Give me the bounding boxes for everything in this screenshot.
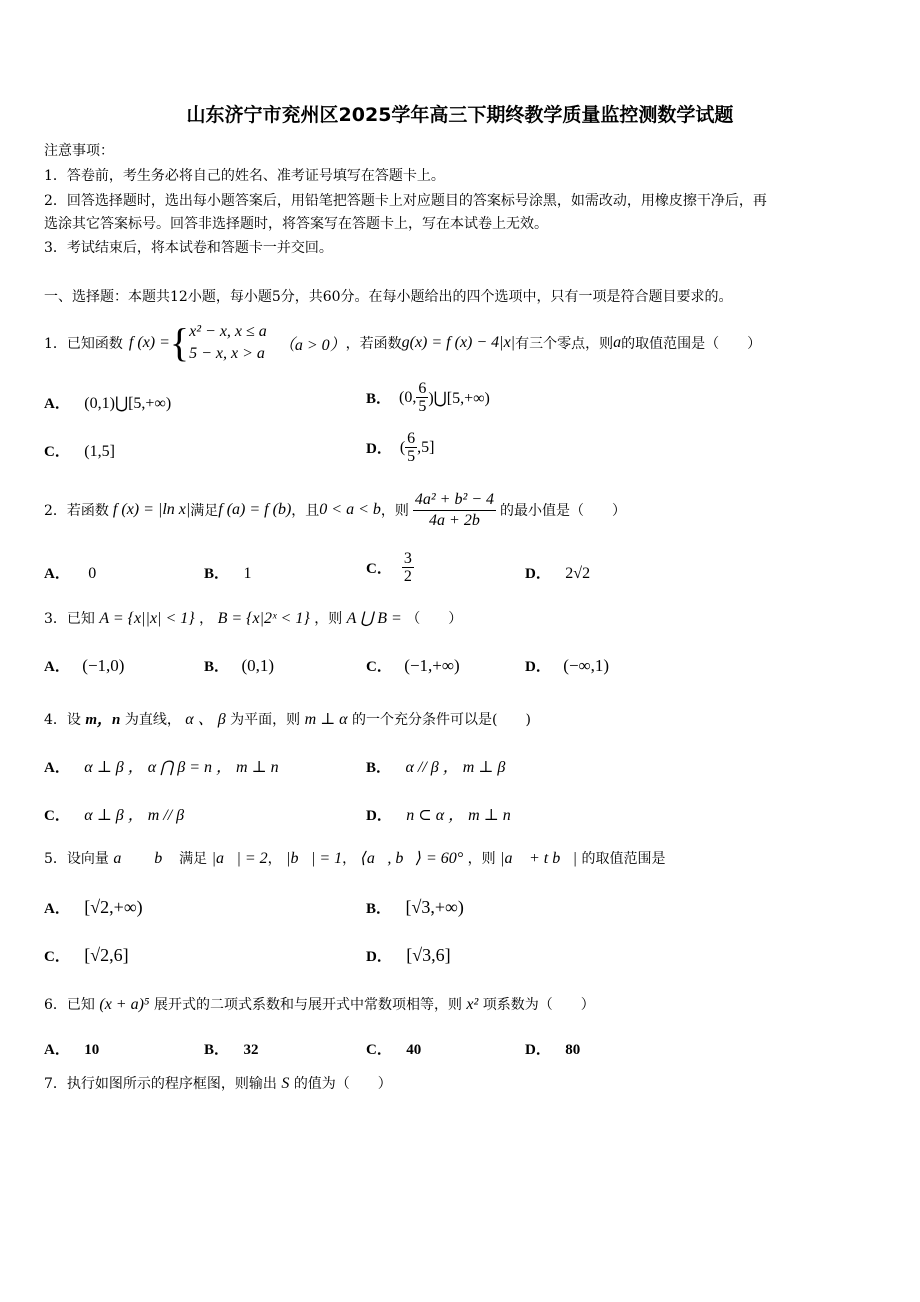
option-label: C． xyxy=(366,561,392,577)
option-label: D． xyxy=(366,949,392,965)
q5-option-c-text: [√2,6] xyxy=(84,945,129,965)
denominator: 4a + 2b xyxy=(429,511,480,529)
q2-option-c xyxy=(366,550,414,585)
q2-option-c-frac xyxy=(402,550,414,585)
q4-pre: 4．设 xyxy=(44,712,81,728)
option-label: B． xyxy=(366,760,392,776)
q3-sep: ， xyxy=(199,611,214,627)
q5-cond-1: |a⃗| = 2 xyxy=(211,850,268,867)
q5-mid: 满足 xyxy=(179,851,208,867)
denominator: 2 xyxy=(403,568,412,585)
q5-cond-2: |b⃗| = 1 xyxy=(286,850,343,867)
question-7 xyxy=(44,1073,392,1093)
q6-option-d xyxy=(525,1038,580,1059)
q4-option-c xyxy=(44,802,184,825)
q3-option-d-text: (−∞,1) xyxy=(563,656,610,675)
numerator: 4a² + b² − 4 xyxy=(413,490,496,511)
q6-mid: 展开式的二项式系数和与展开式中常数项相等，则 xyxy=(153,997,462,1013)
q1-option-b xyxy=(366,380,490,415)
q2-fx: f (x) = |ln x| xyxy=(112,501,191,518)
q5-number: 5．设向量 xyxy=(44,851,109,867)
option-label: C． xyxy=(44,444,70,460)
q5-option-d xyxy=(366,945,451,966)
q1-option-c-text: (1,5] xyxy=(84,443,115,460)
q4-option-b xyxy=(366,754,505,777)
option-label: A． xyxy=(44,760,70,776)
option-label: A． xyxy=(44,659,70,675)
q3-mid: ，则 xyxy=(314,611,343,627)
option-label: B． xyxy=(366,901,392,917)
q6-option-a xyxy=(44,1038,99,1059)
q2-option-d-text: 2√2 xyxy=(565,565,591,582)
q1-a: a xyxy=(613,334,622,351)
q3-option-b-text: (0,1) xyxy=(241,656,275,675)
q6-number: 6．已知 xyxy=(44,997,95,1013)
option-label: A． xyxy=(44,901,70,917)
q1-option-b-post: )⋃[5,+∞) xyxy=(428,389,490,407)
q4-option-a xyxy=(44,754,279,777)
q4-option-b-text: α // β ， m ⊥ β xyxy=(405,759,506,776)
q3-option-d xyxy=(525,655,609,676)
q4-option-c-text: α ⊥ β ， m // β xyxy=(84,807,185,824)
q2-ineq: 0 < a < b xyxy=(319,501,381,518)
q1-case-2: 5 − x, x > a xyxy=(189,345,265,362)
q1-option-c xyxy=(44,440,115,461)
q3-option-c-text: (−1,+∞) xyxy=(404,656,460,675)
q6-expr: (x + a)⁵ xyxy=(99,996,150,1013)
notice-item-1: 1．答卷前，考生务必将自己的姓名、准考证号填写在答题卡上。 xyxy=(44,168,445,184)
q5-option-d-text: [√3,6] xyxy=(406,945,451,965)
q6-tail: 项系数为（ ） xyxy=(482,997,595,1013)
q3-option-a-text: (−1,0) xyxy=(82,656,125,675)
option-label: A． xyxy=(44,566,70,582)
q4-tail: 的一个充分条件可以是( ) xyxy=(352,712,531,728)
q1-condition: （a > 0） xyxy=(278,336,346,354)
q2-fraction xyxy=(413,490,496,531)
q4-ab: α 、 β xyxy=(185,711,226,728)
question-2 xyxy=(44,488,626,532)
q5-mid2: ，则 xyxy=(467,851,496,867)
q7-s: S xyxy=(281,1075,290,1092)
q2-tail: 的最小值是（ ） xyxy=(500,503,627,519)
q3-set-b: B = {x|2ˣ < 1} xyxy=(217,610,310,627)
q1-option-a xyxy=(44,392,171,413)
q1-option-b-pre: (0, xyxy=(399,388,417,406)
q1-tail: 有三个零点，则 xyxy=(515,336,614,352)
q2-option-d xyxy=(525,562,590,583)
q4-option-d xyxy=(366,802,511,825)
q1-brace: { xyxy=(169,320,190,365)
q2-option-a xyxy=(44,562,96,583)
page-title: 山东济宁市兖州区2025学年高三下期终教学质量监控测数学试题 xyxy=(186,104,734,126)
notice-item-2-cont: 选涂其它答案标号。回答非选择题时，将答案写在答题卡上，写在本试卷上无效。 xyxy=(44,216,548,232)
notice-item-3: 3．考试结束后，将本试卷和答题卡一并交回。 xyxy=(44,240,333,256)
q2-eq: f (a) = f (b) xyxy=(218,501,292,518)
q6-option-d-text: 80 xyxy=(565,1042,581,1058)
q2-mid3: ，则 xyxy=(380,503,409,519)
q3-option-c xyxy=(366,655,460,676)
question-3 xyxy=(44,608,462,628)
q4-option-a-text: α ⊥ β ， α ⋂ β = n ， m ⊥ n xyxy=(84,759,279,776)
q6-option-c-text: 40 xyxy=(406,1042,422,1058)
q4-rel: m ⊥ α xyxy=(304,711,348,728)
question-5: 5．设向量 a⃗ ， b⃗ 满足 |a⃗| = 2， |b⃗| = 1， ⟨a⃗, b⃗⟩ = 60° ，则 |a⃗ + t b⃗| 的取值范围是 xyxy=(44,850,666,867)
notice-heading: 注意事项： xyxy=(44,143,114,159)
q6-option-b xyxy=(204,1038,258,1059)
q5-option-b xyxy=(366,897,464,918)
q1-option-a-text: (0,1)⋃[5,+∞) xyxy=(84,395,172,412)
section-heading: 一、选择题：本题共12小题，每小题5分，共60分。在每小题给出的四个选项中，只有一项是符合题目要求的。 xyxy=(44,289,733,305)
q5-option-a xyxy=(44,897,143,918)
option-label: C． xyxy=(44,949,70,965)
option-label: C． xyxy=(366,659,392,675)
q6-x2: x² xyxy=(466,996,479,1013)
option-label: D． xyxy=(525,1042,551,1058)
option-label: D． xyxy=(525,659,551,675)
q3-tail: （ ） xyxy=(406,611,463,627)
option-label: D． xyxy=(366,808,392,824)
numerator: 6 xyxy=(407,430,416,447)
denominator: 5 xyxy=(407,448,416,465)
denominator: 5 xyxy=(418,398,427,415)
option-label: A． xyxy=(44,396,70,412)
q1-option-d xyxy=(366,430,435,465)
q1-tail2: 的取值范围是（ ） xyxy=(621,336,762,352)
q1-gx: g(x) = f (x) − 4|x| xyxy=(401,334,516,351)
option-label: B． xyxy=(204,566,230,582)
option-label: B． xyxy=(366,391,392,407)
q6-option-a-text: 10 xyxy=(84,1042,100,1058)
q7-number: 7．执行如图所示的程序框图，则输出 xyxy=(44,1076,277,1092)
q1-option-d-pre: ( xyxy=(399,438,406,456)
q5-tail: 的取值范围是 xyxy=(581,851,666,867)
q6-option-c xyxy=(366,1038,421,1059)
q3-union: A ⋃ B = xyxy=(346,610,402,627)
q2-mid: 满足 xyxy=(190,503,219,519)
q1-option-d-post: ,5] xyxy=(417,438,435,456)
q1-option-d-frac xyxy=(405,430,417,465)
option-label: A． xyxy=(44,1042,70,1058)
q1-number: 1．已知函数 xyxy=(44,336,123,352)
option-label: D． xyxy=(366,441,392,457)
q1-option-b-frac xyxy=(416,380,428,415)
q5-option-c xyxy=(44,945,129,966)
option-label: C． xyxy=(366,1042,392,1058)
q5-option-a-text: [√2,+∞) xyxy=(84,897,143,917)
q2-option-b xyxy=(204,562,251,583)
q1-fx: f (x) = xyxy=(128,334,170,351)
q1-mid: ，若函数 xyxy=(345,336,402,352)
option-label: B． xyxy=(204,659,230,675)
q3-option-a xyxy=(44,655,124,676)
q5-vectors: a⃗ ， b⃗ xyxy=(113,850,175,867)
q4-mid2: 为平面，则 xyxy=(230,712,301,728)
q3-number: 3．已知 xyxy=(44,611,95,627)
q2-option-a-text: 0 xyxy=(88,565,97,582)
q5-cond-3: ⟨a⃗, b⃗⟩ = 60° xyxy=(360,850,464,867)
question-6 xyxy=(44,994,595,1014)
notice-item-2: 2．回答选择题时，选出每小题答案后，用铅笔把答题卡上对应题目的答案标号涂黑，如需改动，用橡皮擦干净后，再 xyxy=(44,193,767,209)
q5-expr: |a⃗ + t b⃗| xyxy=(500,850,578,867)
q4-option-d-text: n ⊂ α ， m ⊥ n xyxy=(406,807,511,824)
q4-mn: m，n xyxy=(85,712,121,728)
q2-number: 2．若函数 xyxy=(44,503,109,519)
question-1 xyxy=(44,318,761,368)
option-label: D． xyxy=(525,566,551,582)
q1-case-1: x² − x, x ≤ a xyxy=(189,323,267,340)
question-4 xyxy=(44,706,531,729)
q6-option-b-text: 32 xyxy=(243,1042,259,1058)
option-label: C． xyxy=(44,808,70,824)
q5-option-b-text: [√3,+∞) xyxy=(405,897,464,917)
q2-mid2: ，且 xyxy=(291,503,320,519)
q7-tail: 的值为（ ） xyxy=(293,1076,392,1092)
q2-option-b-text: 1 xyxy=(243,565,252,582)
numerator: 3 xyxy=(403,550,412,567)
q3-option-b xyxy=(204,655,274,676)
option-label: B． xyxy=(204,1042,230,1058)
q1-cases xyxy=(189,321,267,365)
numerator: 6 xyxy=(418,380,427,397)
q3-set-a: A = {x||x| < 1} xyxy=(99,610,195,627)
q4-mid: 为直线， xyxy=(124,712,181,728)
